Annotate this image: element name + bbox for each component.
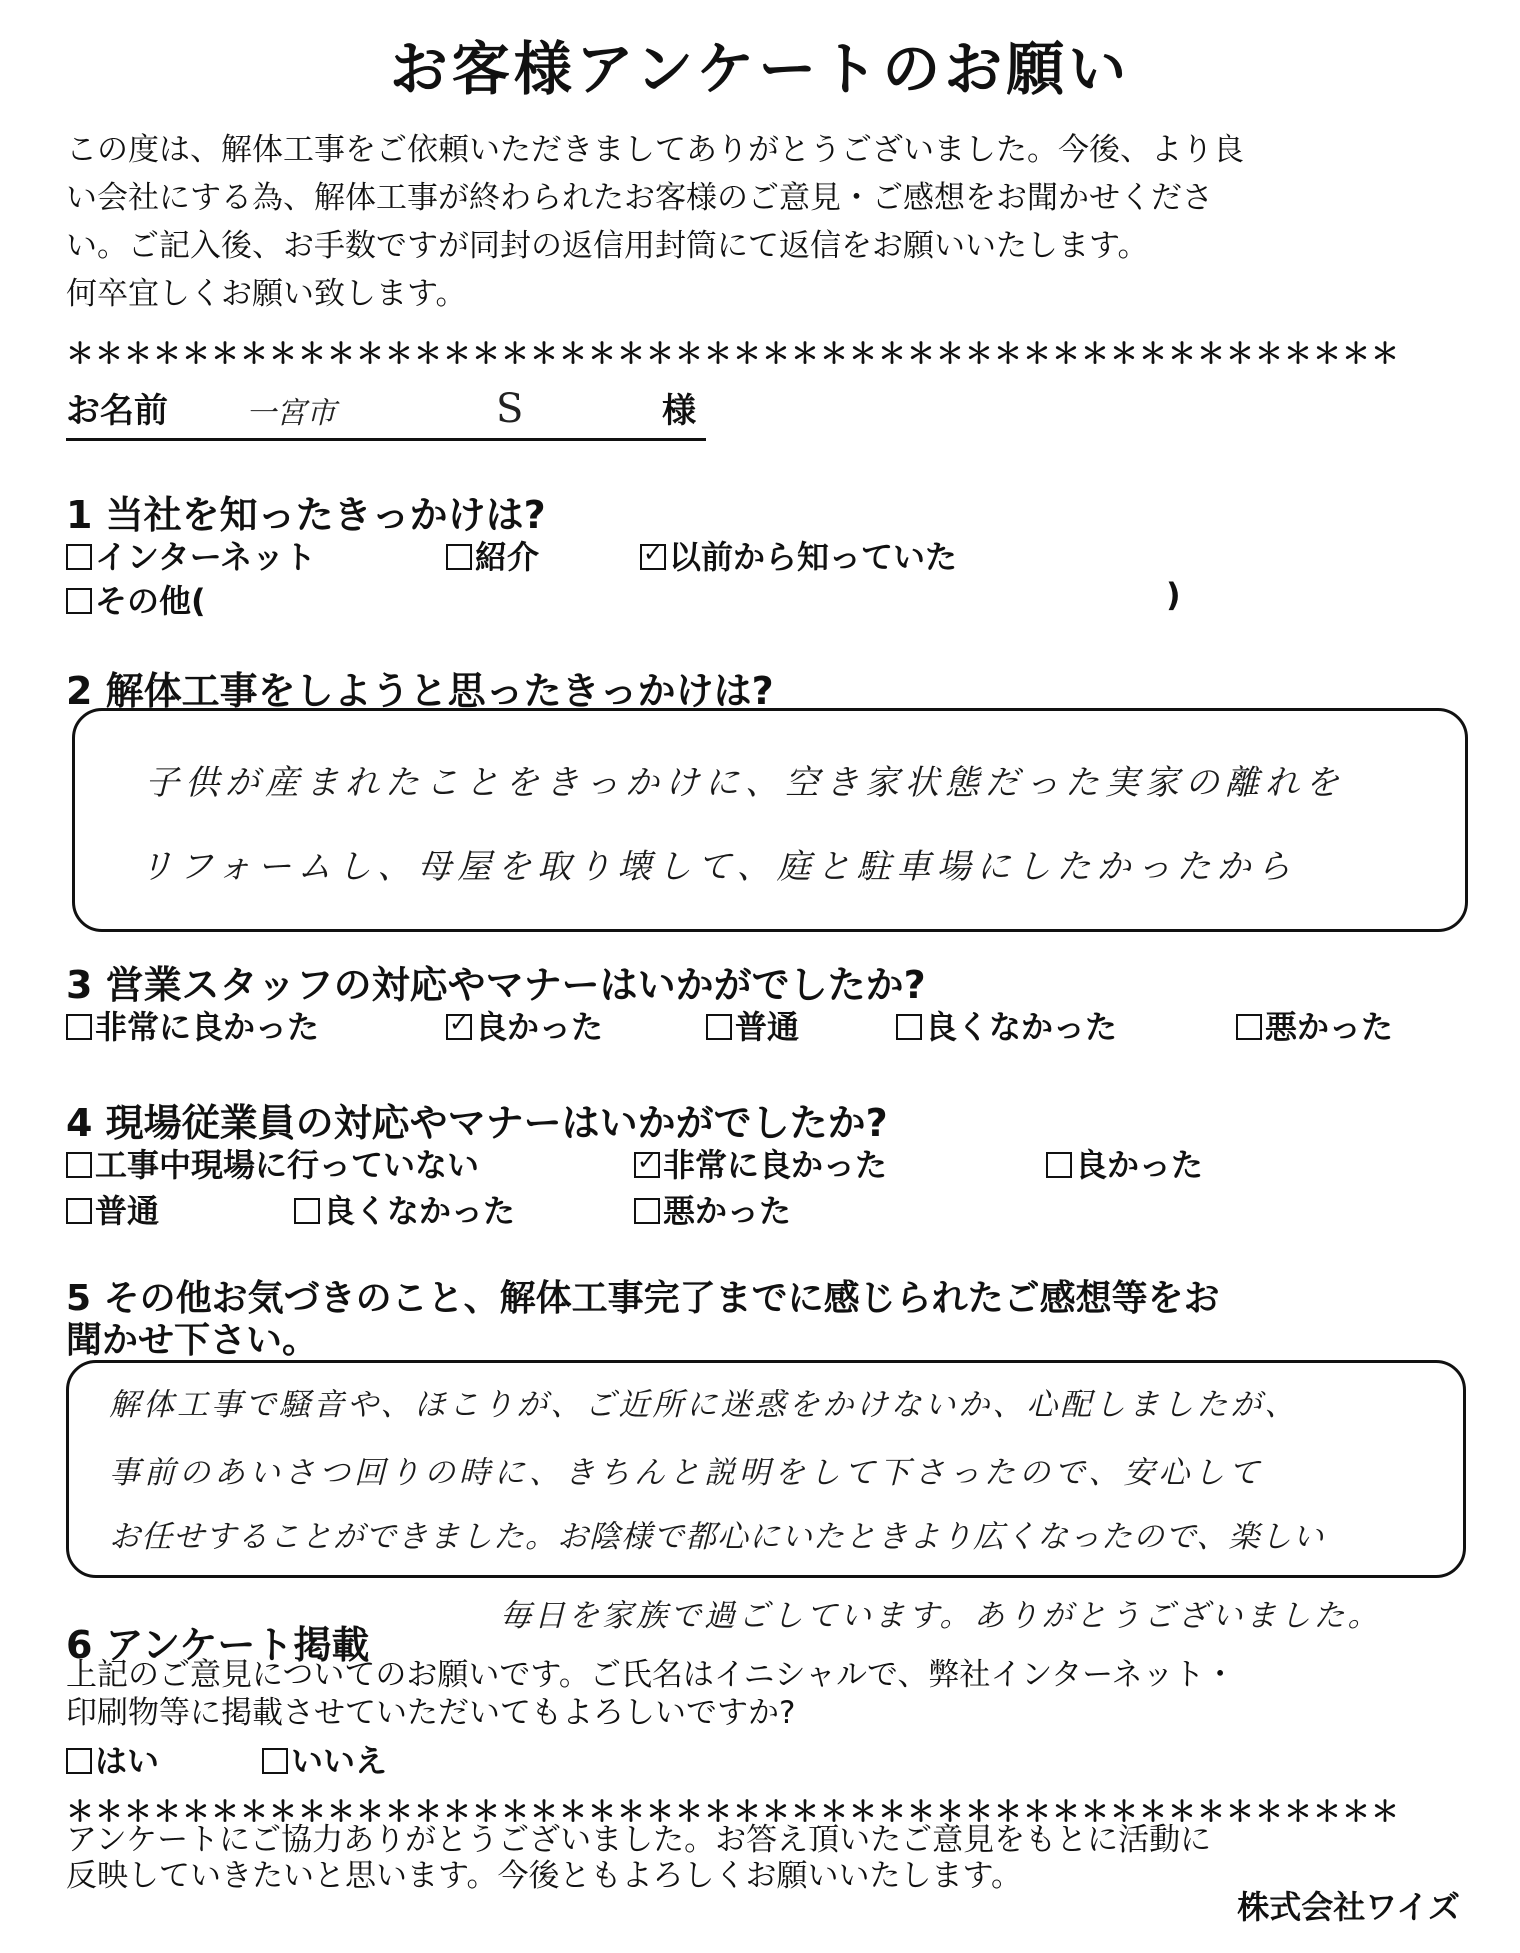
q1-option-internet[interactable]: インターネット	[66, 532, 316, 578]
name-initial: S	[496, 386, 524, 432]
q4-title: 4 現場従業員の対応やマナーはいかがでしたか?	[66, 1101, 888, 1145]
checkbox-icon[interactable]	[634, 1198, 660, 1224]
q2-answer-line-1: 子供が産まれたことをきっかけに、空き家状態だった実家の離れを	[145, 763, 1345, 803]
closing-line-1: アンケートにご協力ありがとうございました。お答え頂いたご意見をもとに活動に	[66, 1822, 1212, 1858]
company-name: 株式会社ワイズ	[1237, 1888, 1460, 1926]
checked-checkbox-icon[interactable]	[640, 544, 666, 570]
checkbox-icon[interactable]	[66, 1198, 92, 1224]
q1-option-referral[interactable]: 紹介	[446, 532, 539, 578]
q3-option-average[interactable]: 普通	[706, 1002, 799, 1048]
page-title: お客様アンケートのお願い	[389, 35, 1131, 103]
q5-answer-line-1: 解体工事で騒音や、ほこりが、ご近所に迷惑をかけないか、心配しましたが、	[109, 1387, 1299, 1423]
intro-line-1: この度は、解体工事をご依頼いただきましてありがとうございました。今後、より良	[66, 132, 1244, 168]
closing-line-2: 反映していきたいと思います。今後ともよろしくお願いいたします。	[66, 1858, 1023, 1894]
checkbox-icon[interactable]	[1046, 1152, 1072, 1178]
checked-checkbox-icon[interactable]	[634, 1152, 660, 1178]
q5-answer-line-3: お任せすることができました。お陰様で都心にいたときより広くなったので、楽しい	[109, 1519, 1325, 1555]
divider-top: ＊＊＊＊＊＊＊＊＊＊＊＊＊＊＊＊＊＊＊＊＊＊＊＊＊＊＊＊＊＊＊＊＊＊＊＊＊＊＊＊＊＊＊＊＊＊	[66, 337, 1401, 370]
q5-title-line-2: 聞かせ下さい。	[66, 1320, 319, 1361]
checkbox-icon[interactable]	[262, 1748, 288, 1774]
q1-other-close: )	[1166, 576, 1181, 614]
q1-title: 1 当社を知ったきっかけは?	[66, 493, 546, 537]
q1-option-known-before[interactable]: ✓ 以前から知っていた	[640, 532, 957, 578]
checked-checkbox-icon[interactable]	[446, 1014, 472, 1040]
divider-bottom: ＊＊＊＊＊＊＊＊＊＊＊＊＊＊＊＊＊＊＊＊＊＊＊＊＊＊＊＊＊＊＊＊＊＊＊＊＊＊＊＊＊＊＊＊＊＊	[66, 1795, 1401, 1828]
q5-title-line-1: 5 その他お気づきのこと、解体工事完了までに感じられたご感想等をお	[66, 1278, 1220, 1319]
q2-title: 2 解体工事をしようと思ったきっかけは?	[66, 669, 774, 713]
checkbox-icon[interactable]	[896, 1014, 922, 1040]
q4-option-not-visited[interactable]: 工事中現場に行っていない	[66, 1140, 479, 1186]
q3-option-bad[interactable]: 悪かった	[1236, 1002, 1393, 1048]
q6-option-no[interactable]: いいえ	[262, 1736, 387, 1782]
q3-option-good[interactable]: ✓ 良かった	[446, 1002, 603, 1048]
q5-answer-line-2: 事前のあいさつ回りの時に、きちんと説明をして下さったので、安心して	[109, 1455, 1264, 1491]
q4-option-good[interactable]: 良かった	[1046, 1140, 1203, 1186]
q4-option-very-good[interactable]: ✓ 非常に良かった	[634, 1140, 887, 1186]
q4-option-average[interactable]: 普通	[66, 1186, 159, 1232]
name-city: 一宮市	[246, 396, 336, 431]
q6-option-yes[interactable]: はい	[66, 1736, 159, 1782]
checkbox-icon[interactable]	[706, 1014, 732, 1040]
intro-line-2: い会社にする為、解体工事が終わられたお客様のご意見・ご感想をお聞かせくださ	[66, 180, 1213, 216]
name-label: お名前	[66, 391, 168, 431]
q6-text-line-1: 上記のご意見についてのお願いです。ご氏名はイニシャルで、弊社インターネット・	[66, 1657, 1236, 1693]
q3-title: 3 営業スタッフの対応やマナーはいかがでしたか?	[66, 963, 926, 1007]
checkbox-icon[interactable]	[66, 1152, 92, 1178]
q2-answer-line-2: リフォームし、母屋を取り壊して、庭と駐車場にしたかったから	[139, 847, 1297, 887]
q1-option-other[interactable]: その他(	[66, 576, 206, 622]
q2-answer-box[interactable]	[72, 708, 1468, 932]
name-field	[66, 378, 706, 441]
q3-option-not-good[interactable]: 良くなかった	[896, 1002, 1117, 1048]
q3-option-very-good[interactable]: 非常に良かった	[66, 1002, 319, 1048]
checkbox-icon[interactable]	[66, 1014, 92, 1040]
intro-line-3: い。ご記入後、お手数ですが同封の返信用封筒にて返信をお願いいたします。	[66, 228, 1149, 264]
intro-line-4: 何卒宜しくお願い致します。	[66, 276, 467, 312]
q5-answer-box[interactable]	[66, 1360, 1466, 1578]
checkbox-icon[interactable]	[66, 588, 92, 614]
checkbox-icon[interactable]	[446, 544, 472, 570]
checkbox-icon[interactable]	[294, 1198, 320, 1224]
name-suffix: 様	[662, 391, 696, 431]
q6-title: 6 アンケート掲載	[66, 1623, 370, 1667]
q4-option-not-good[interactable]: 良くなかった	[294, 1186, 515, 1232]
q6-text-line-2: 印刷物等に掲載させていただいてもよろしいですか?	[66, 1695, 796, 1731]
checkbox-icon[interactable]	[66, 544, 92, 570]
checkbox-icon[interactable]	[1236, 1014, 1262, 1040]
q4-option-bad[interactable]: 悪かった	[634, 1186, 791, 1232]
q5-answer-line-4: 毎日を家族で過ごしています。ありがとうございました。	[500, 1598, 1382, 1634]
checkbox-icon[interactable]	[66, 1748, 92, 1774]
